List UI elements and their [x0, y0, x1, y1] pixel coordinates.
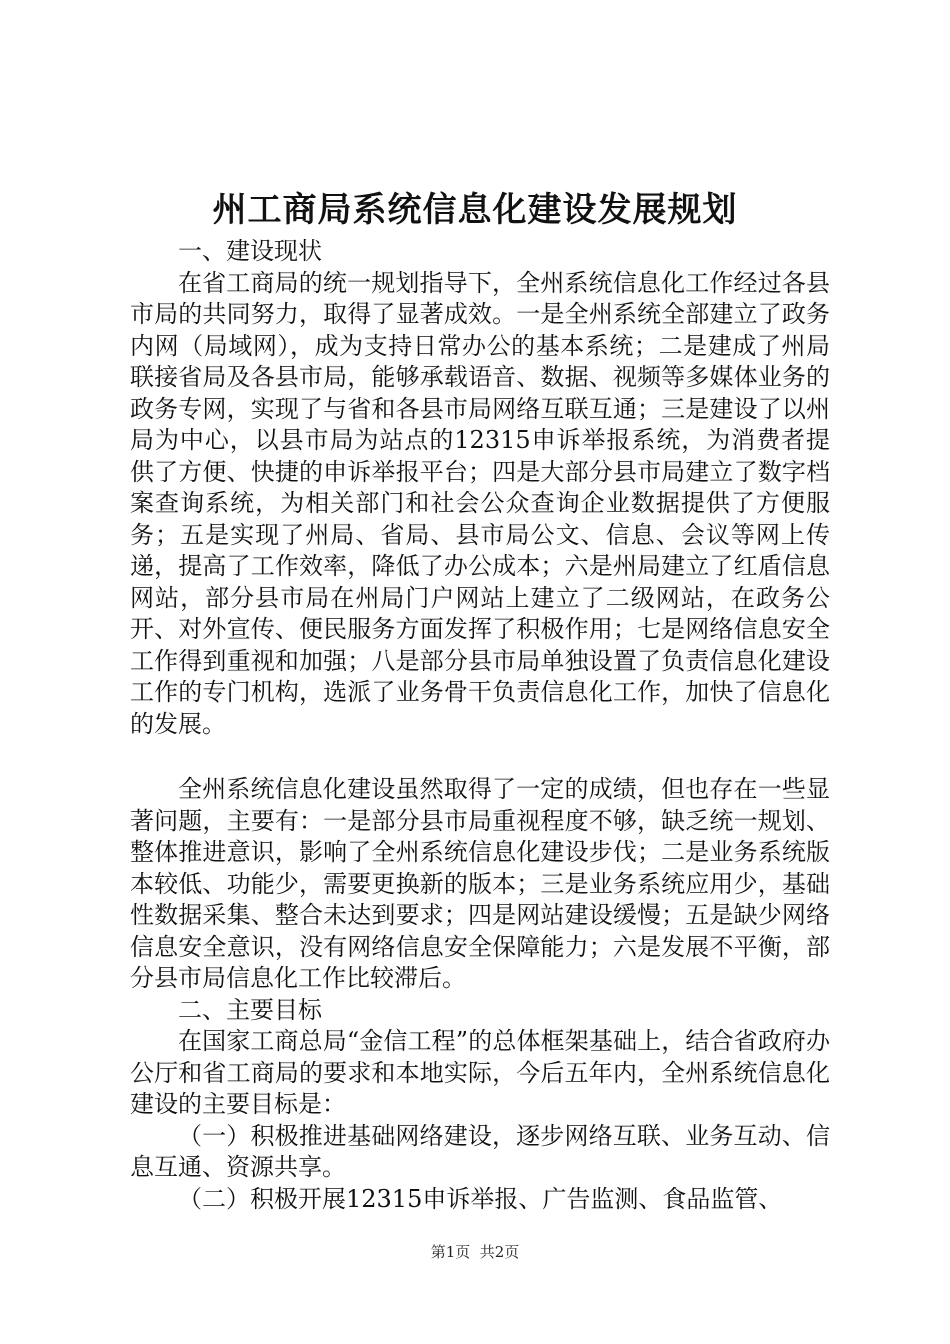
- section-heading-status: 一、建设现状: [178, 237, 322, 265]
- paragraph-goals-intro: 在国家工商总局“金信工程”的总体框架基础上，结合省政府办公厅和省工商局的要求和本地实际，今后五年内，全州系统信息化建设的主要目标是：: [130, 1027, 830, 1118]
- paragraph-problems: 全州系统信息化建设虽然取得了一定的成绩，但也存在一些显著问题，主要有：一是部分县市局重视程度不够，缺乏统一规划、整体推进意识，影响了全州系统信息化建设步伐；二是业务系统版本较低、功能少，需要更换新的版本；三是业务系统应用少，基础性数据采集、整合未达到要求；四是网站建设缓慢；五是缺少网络信息安全意识，没有网络信息安全保障能力；六是发展不平衡，部分县市局信息化工作比较滞后。: [130, 775, 830, 992]
- paragraph-goal-2: （二）积极开展12315申诉举报、广告监测、食品监管、: [178, 1184, 783, 1213]
- document-title: 州工商局系统信息化建设发展规划: [212, 190, 738, 230]
- paragraph-achievements: 在省工商局的统一规划指导下，全州系统信息化工作经过各县市局的共同努力，取得了显著成效。一是全州系统全部建立了政务内网（局域网），成为支持日常办公的基本系统；二是建成了州局联接省局及各县市局，能够承载语音、数据、视频等多媒体业务的政务专网，实现了与省和各县市局网络互联互通；三是建设了以州局为中心，以县市局为站点的12315申诉举报系统，为消费者提供了方便、快捷的申诉举报平台；四是大部分县市局建立了数字档案查询系统，为相关部门和社会公众查询企业数据提供了方便服务；五是实现了州局、省局、县市局公文、信息、会议等网上传递，提高了工作效率，降低了办公成本；六是州局建立了红盾信息网站，部分县市局在州局门户网站上建立了二级网站，在政务公开、对外宣传、便民服务方面发挥了积极作用；七是网络信息安全工作得到重视和加强；八是部分县市局单独设置了负责信息化建设工作的专门机构，选派了业务骨干负责信息化工作，加快了信息化的发展。: [130, 268, 830, 738]
- paragraph-spacer: [130, 740, 830, 774]
- document-body: [130, 236, 830, 1215]
- page-number-label: 第1页 共2页: [430, 1243, 520, 1261]
- page-footer: [0, 1242, 950, 1262]
- section-heading-goals: 二、主要目标: [178, 995, 322, 1024]
- paragraph-goal-1: （一）积极推进基础网络建设，逐步网络互联、业务互动、信息互通、资源共享。: [130, 1121, 830, 1181]
